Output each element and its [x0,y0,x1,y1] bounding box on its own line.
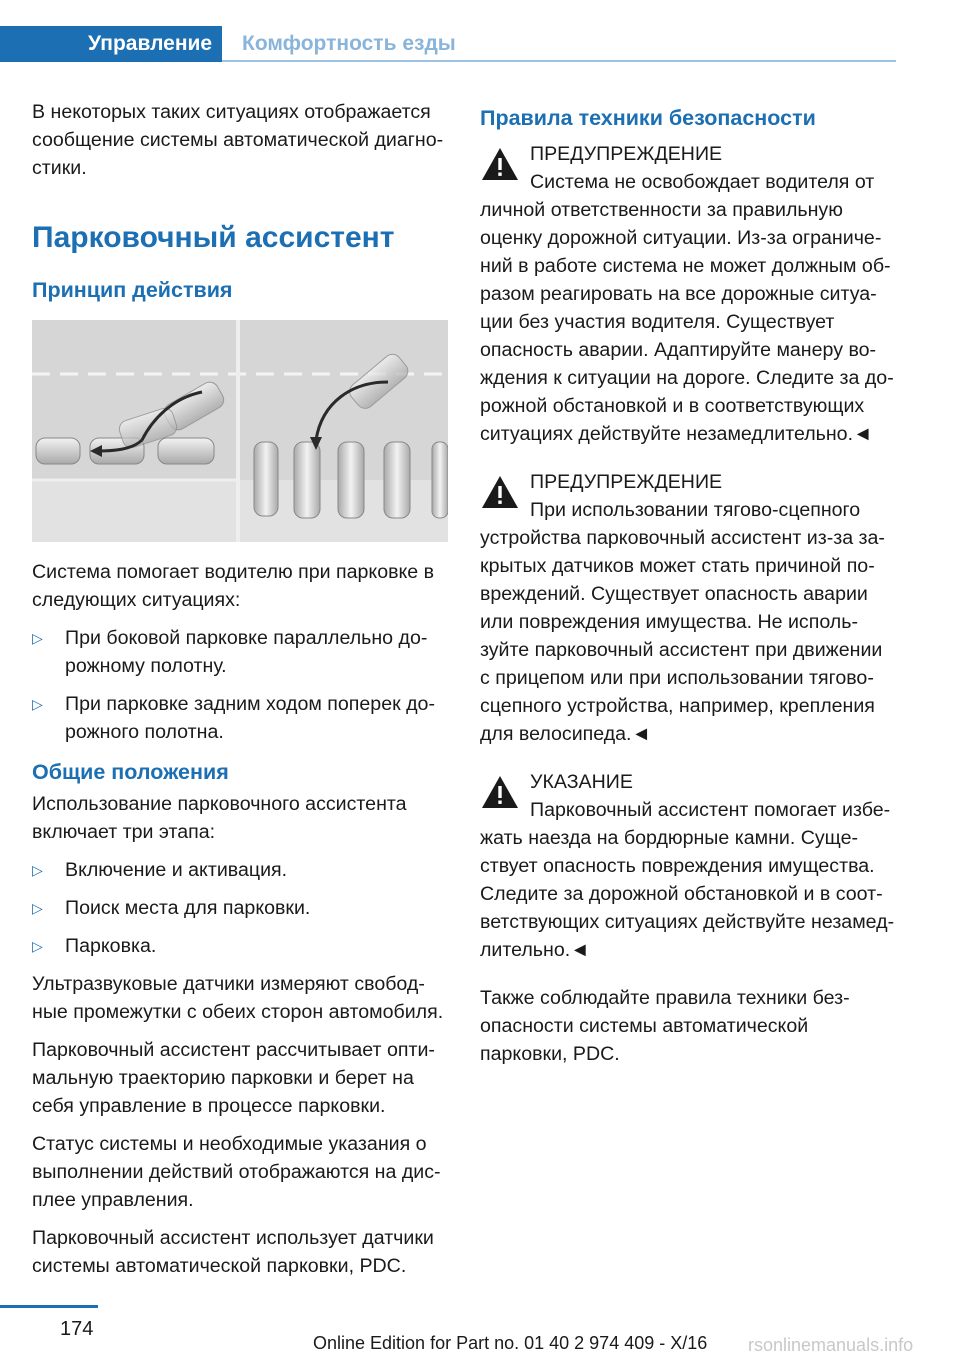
usage-paragraph: Использование парковочного ассистента включает три этапа: [32,793,407,843]
warning-heading: ПРЕДУПРЕЖДЕНИЕ [530,143,723,165]
bullet-triangle-icon: ▷ [32,900,43,916]
warning-text: При использовании тягово-сцепного устройства парковочный ассистент из-за закрытых датчиков может стать причиной повреждений. Существует опасность аварии или повреждения имущества. Не используйте парковочный ассистент при движении с прицепом или при использовании тягово-сцепного устройства, например, крепления для велосипеда.◄ [480,499,885,745]
list-item: ▷ При боковой парковке параллельно дорожному полотну. [32,624,448,680]
principle-heading: Принцип действия [32,278,233,302]
right-column [480,98,896,1078]
notice-block [480,768,896,964]
warning-triangle-icon [480,472,520,512]
warning-triangle-icon [480,772,520,812]
situations-list [32,624,448,746]
notice-text: Парковочный ассистент помогает избежать наезда на бордюрные камни. Существует опасность повреждения имущества. Следите за дорожной обстановкой и в соответствующих ситуациях действуйте незамедлительно.◄ [480,799,895,961]
warning-block [480,140,896,448]
left-column [32,98,448,1290]
edition-line: Online Edition for Part no. 01 40 2 974 409 - X/16 [313,1333,708,1353]
helps-paragraph: Система помогает водителю при парковке в следующих ситуациях: [32,561,435,611]
header-tab-controls[interactable]: Управление [0,26,222,62]
stages-list [32,856,448,960]
list-item: ▷ Поиск места для парковки. [32,894,448,922]
intro-paragraph: В некоторых таких ситуациях отображается сообщение системы автоматической диагностики. [32,101,444,179]
page-header [0,26,896,62]
body-paragraph: Парковочный ассистент рассчитывает оптимальную траекторию парковки и берет на себя управление в процессе парковки. [32,1039,435,1117]
body-paragraph: Парковочный ассистент использует датчики системы автоматической парковки, PDC. [32,1227,434,1277]
warning-heading: ПРЕДУПРЕЖДЕНИЕ [530,471,723,493]
parking-illustration [32,320,448,542]
warning-triangle-icon [480,144,520,184]
list-item: ▷ Парковка. [32,932,448,960]
bullet-triangle-icon: ▷ [32,630,43,646]
page-number: 174 [60,1318,94,1340]
body-paragraph: Ультразвуковые датчики измеряют свободные промежутки с обеих сторон автомобиля. [32,973,444,1023]
bullet-triangle-icon: ▷ [32,862,43,878]
list-item: ▷ Включение и активация. [32,856,448,884]
watermark: rsonlinemanuals.info [748,1335,914,1355]
notice-heading: УКАЗАНИЕ [530,771,633,793]
bullet-triangle-icon: ▷ [32,938,43,954]
header-rule [222,60,896,62]
footer-rule [0,1305,98,1308]
warning-text: Система не освобождает водителя от личной ответственности за правильную оценку дорожной ситуации. Из-за ограничений в работе система не может должным образом реагировать на все дорожные ситуации без участия водителя. Существует опасность аварии. Адаптируйте манеру вождения к ситуации на дороге. Следите за дорожной обстановкой и в соответствующих ситуациях действуйте незамедлительно.◄ [480,171,894,445]
general-heading: Общие положения [32,760,229,784]
warning-block [480,468,896,748]
section-title: Парковочный ассистент [32,221,395,254]
body-paragraph: Статус системы и необходимые указания о выполнении действий отображаются на дисплее управления. [32,1133,441,1211]
safety-heading: Правила техники безопасности [480,106,816,130]
also-paragraph: Также соблюдайте правила техники безопасности системы автоматической парковки, PDC. [480,987,850,1065]
header-tab-comfort[interactable]: Комфортность езды [242,32,456,55]
list-item: ▷ При парковке задним ходом поперек дорожного полотна. [32,690,448,746]
bullet-triangle-icon: ▷ [32,696,43,712]
